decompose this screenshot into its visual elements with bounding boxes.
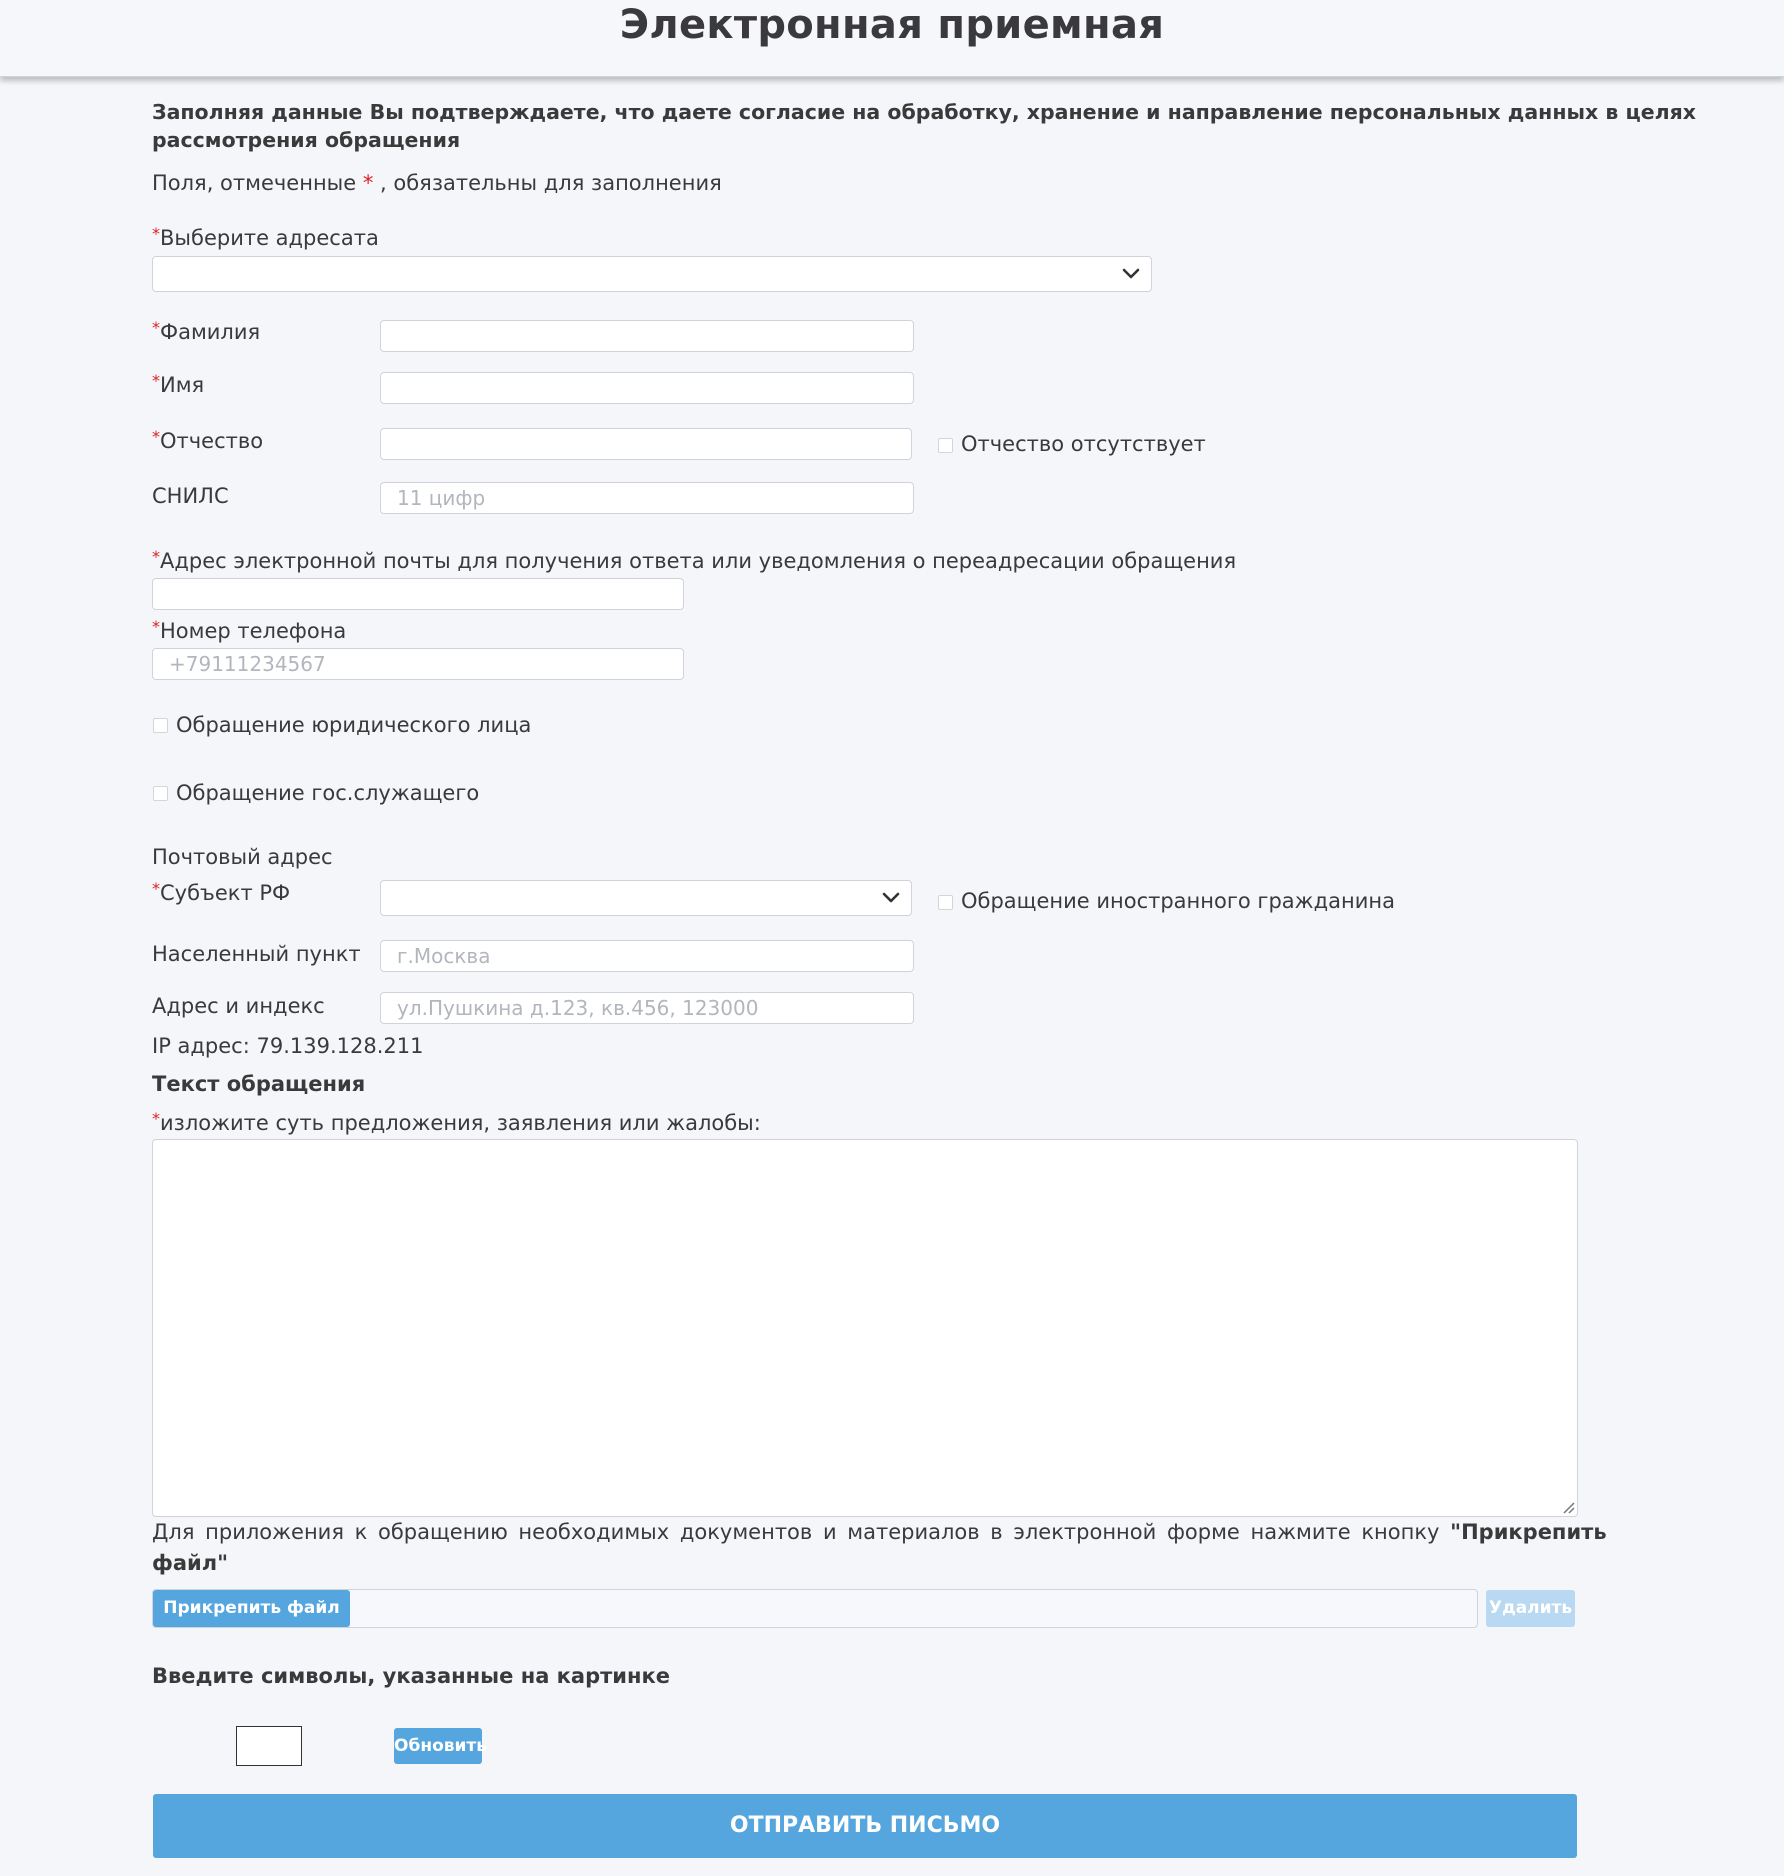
foreign-citizen-label: Обращение иностранного гражданина	[961, 889, 1395, 913]
captcha-input[interactable]	[236, 1726, 302, 1766]
patronymic-label	[152, 429, 263, 453]
civil-servant-label: Обращение гос.служащего	[176, 781, 480, 805]
required-marker: *	[152, 318, 160, 337]
required-marker: *	[152, 427, 160, 446]
email-input[interactable]	[152, 578, 684, 610]
message-textarea[interactable]	[152, 1139, 1578, 1517]
chevron-down-icon	[881, 887, 901, 907]
patronymic-absent-label: Отчество отсутствует	[961, 432, 1206, 456]
address-label: Адрес и индекс	[152, 994, 325, 1018]
page-header	[0, 0, 1784, 77]
attach-file-bar	[152, 1589, 1478, 1628]
addressee-label-text: Выберите адресата	[160, 226, 379, 250]
chevron-down-icon	[1121, 263, 1141, 283]
captcha-title: Введите символы, указанные на картинке	[152, 1664, 671, 1688]
civil-servant-checkbox[interactable]	[153, 786, 168, 801]
addressee-label	[152, 226, 379, 250]
addressee-select[interactable]	[152, 256, 1152, 292]
snils-label: СНИЛС	[152, 484, 229, 508]
required-marker: *	[152, 371, 160, 390]
message-label-text: изложите суть предложения, заявления или жалобы:	[160, 1111, 761, 1135]
patronymic-label-text: Отчество	[160, 429, 264, 453]
captcha-refresh-button[interactable]: Обновить	[394, 1728, 482, 1764]
postal-title: Почтовый адрес	[152, 845, 333, 869]
attach-note-text: Для приложения к обращению необходимых документов и материалов в электронной форме нажмите кнопку	[152, 1520, 1451, 1544]
firstname-label-text: Имя	[160, 373, 205, 397]
message-title: Текст обращения	[152, 1072, 366, 1096]
required-note-after: , обязательны для заполнения	[373, 171, 722, 195]
lastname-label	[152, 320, 260, 344]
attach-note-bold1: "Прикрепить	[1450, 1520, 1607, 1544]
consent-text-line2: рассмотрения обращения	[152, 128, 461, 152]
required-marker: *	[152, 617, 160, 636]
lastname-input[interactable]	[380, 320, 914, 352]
legal-entity-checkbox[interactable]	[153, 718, 168, 733]
firstname-input[interactable]	[380, 372, 914, 404]
ip-address: IP адрес: 79.139.128.211	[152, 1034, 424, 1058]
phone-input[interactable]	[152, 648, 684, 680]
required-marker: *	[152, 1109, 160, 1128]
foreign-citizen-checkbox[interactable]	[938, 895, 953, 910]
phone-label	[152, 619, 346, 643]
required-note-star: *	[362, 171, 374, 195]
required-marker: *	[152, 547, 160, 566]
required-marker: *	[152, 224, 160, 243]
attach-note-bold2: файл"	[152, 1551, 229, 1575]
snils-input[interactable]	[380, 482, 914, 514]
resize-grip-icon[interactable]	[1559, 1498, 1575, 1514]
firstname-label	[152, 373, 204, 397]
consent-text-line1: Заполняя данные Вы подтверждаете, что даете согласие на обработку, хранение и направление персональных данных в целях	[152, 100, 1697, 124]
submit-button[interactable]: ОТПРАВИТЬ ПИСЬМО	[153, 1794, 1577, 1858]
email-label-text: Адрес электронной почты для получения ответа или уведомления о переадресации обращения	[160, 549, 1237, 573]
region-label	[152, 881, 290, 905]
region-label-text: Субъект РФ	[160, 881, 291, 905]
city-input[interactable]	[380, 940, 914, 972]
city-label: Населенный пункт	[152, 942, 361, 966]
attach-note-line1	[152, 1520, 1607, 1544]
message-label	[152, 1111, 761, 1135]
lastname-label-text: Фамилия	[160, 320, 261, 344]
email-label	[152, 549, 1236, 573]
attach-file-button[interactable]: Прикрепить файл	[153, 1590, 350, 1627]
required-note	[152, 171, 722, 195]
phone-label-text: Номер телефона	[160, 619, 347, 643]
required-marker: *	[152, 879, 160, 898]
page-title: Электронная приемная	[619, 2, 1165, 48]
patronymic-absent-checkbox[interactable]	[938, 438, 953, 453]
address-input[interactable]	[380, 992, 914, 1024]
required-note-before: Поля, отмеченные	[152, 171, 363, 195]
patronymic-input[interactable]	[380, 428, 912, 460]
delete-file-button[interactable]: Удалить	[1486, 1590, 1575, 1627]
region-select[interactable]	[380, 880, 912, 916]
legal-entity-label: Обращение юридического лица	[176, 713, 532, 737]
